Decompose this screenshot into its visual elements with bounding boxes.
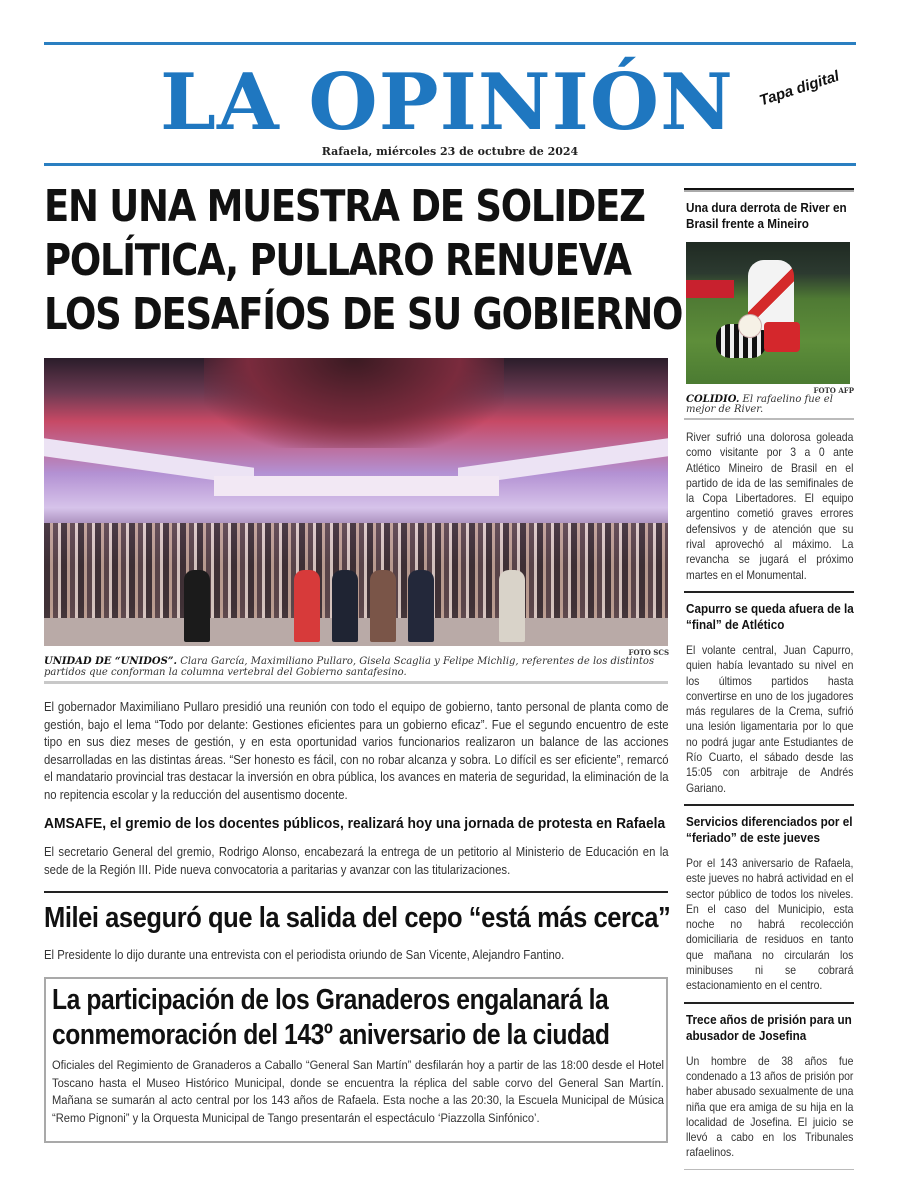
photo-person	[370, 570, 396, 642]
milei-body: El Presidente lo dijo durante una entrevista con el periodista oriundo de San Vicente, Alejandro Fantino.	[44, 948, 565, 962]
sidebar-rule	[684, 188, 854, 192]
lead-headline-line: POLÍTICA, PULLARO RENUEVA	[44, 235, 631, 286]
photo-ball	[738, 314, 762, 338]
newspaper-logo[interactable]: LA OPINIÓN	[160, 57, 734, 148]
lead-headline-line: EN UNA MUESTRA DE SOLIDEZ	[44, 181, 645, 232]
photo-ceiling	[204, 358, 504, 448]
amsafe-body: El secretario General del gremio, Rodrigo Alonso, encabezará la entrega de un petitorio al Ministerio de Educación en la sede de la Región III. Pide nueva convocatoria a paritarias y avanzar con las titularizaciones.	[44, 845, 669, 877]
sidebar-item-title[interactable]: Capurro se queda afuera de la “final” de Atlético	[686, 600, 854, 632]
masthead-bottom-rule	[44, 163, 856, 166]
granaderos-body: Oficiales del Regimiento de Granaderos a Caballo “General San Martín” desfilarán hoy a partir de las 18:00 desde el Hotel Toscano hasta el Museo Histórico Municipal, donde se encuentra la réplica del sable corvo del General San Martín. Mañana se sumarán al acto central por los 143 años de Rafaela. Esta noche a las 20:30, la Escuela Municipal de Música “Remo Pignoni” y la Orquesta Municipal de Tango presentarán el espectáculo ‘Piazzolla Sinfónico’.	[52, 1058, 664, 1125]
granaderos-box	[44, 977, 668, 1143]
sidebar	[684, 188, 854, 1170]
sidebar-item-capurro	[684, 591, 854, 796]
sidebar-item-title[interactable]: Servicios diferenciados por el “feriado” de este jueves	[686, 813, 853, 845]
photo-player-shorts	[764, 322, 800, 352]
sidebar-photo-caption	[684, 395, 854, 420]
lead-headline[interactable]	[44, 180, 683, 342]
sidebar-item-title[interactable]: Una dura derrota de River en Brasil frente a Mineiro	[686, 200, 847, 231]
main-column	[44, 180, 683, 1125]
caption-lead: UNIDAD DE “UNIDOS”.	[44, 656, 178, 667]
sidebar-item-josefina	[684, 1002, 854, 1170]
sidebar-rule	[684, 804, 854, 806]
amsafe-headline[interactable]: AMSAFE, el gremio de los docentes públicos, realizará hoy una jornada de protesta en Rafaela	[44, 815, 666, 832]
photo-person	[294, 570, 320, 642]
photo-person	[499, 570, 525, 642]
sidebar-photo-credit: FOTO AFP	[813, 386, 854, 395]
masthead	[0, 50, 900, 148]
photo-person	[332, 570, 358, 642]
caption-text: Clara García, Maximiliano Pullaro, Gisela Scaglia y Felipe Michlig, referentes de los distintos partidos que conforman la columna vertebral del Gobierno santafesino.	[44, 656, 655, 678]
granaderos-headline[interactable]: La participación de los Granaderos engalanará la conmemoración del 143º aniversario de la ciudad	[52, 984, 610, 1051]
caption-text: El rafaelino fue el mejor de River.	[686, 394, 833, 415]
section-divider	[44, 891, 668, 893]
sidebar-item-body: Por el 143 aniversario de Rafaela, este jueves no habrá actividad en el sector público de todos los niveles. En el caso del Municipio, esta noche no habrá recolección domiciliaria de residuos en tanto que mañana no circularán los minibuses ni se cobrará estacionamiento en el centro.	[686, 856, 854, 993]
lead-photo-credit: FOTO SCS	[628, 648, 669, 657]
sidebar-item-body: El volante central, Juan Capurro, quien había levantado su nivel en los últimos partidos hasta convertirse en uno de los jugadores más regulares de la Crema, sufrió una lesión ligamentaria por lo que no podrá jugar ante Estudiantes de Río Cuarto, el sábado desde las 15:05 con arbitraje de Andrés Gariano.	[686, 643, 854, 795]
sidebar-item-river	[684, 188, 854, 583]
photo-person	[408, 570, 434, 642]
caption-lead: COLIDIO.	[686, 394, 740, 405]
sidebar-rule	[684, 1002, 854, 1004]
lead-photo-caption	[44, 656, 668, 684]
lead-photo[interactable]	[44, 358, 668, 646]
sidebar-rule	[684, 591, 854, 593]
photo-person	[184, 570, 210, 642]
sidebar-item-body: River sufrió una dolorosa goleada como visitante por 3 a 0 ante Atlético Mineiro de Brasil en el partido de ida de las semifinales de la Copa Libertadores. El equipo argentino cometió graves errores defensivos y de atención que su rival aprovechó al máximo. La revancha se jugará el próximo martes en el Monumental.	[686, 431, 854, 582]
photo-ad-board	[686, 280, 734, 298]
dateline: Rafaela, miércoles 23 de octubre de 2024	[321, 145, 579, 158]
lead-headline-line: LOS DESAFÍOS DE SU GOBIERNO	[44, 289, 683, 340]
sidebar-rule	[684, 1169, 854, 1170]
lead-body: El gobernador Maximiliano Pullaro presidió una reunión con todo el equipo de gobierno, tanto personal de planta como de gestión, bajo el lema “Todo por delante: Gestiones eficientes para un gobierno eficaz”. Fue el segundo encuentro de este tipo en sus diez meses de gestión, y en esta oportunidad varios funcionarios realizaron un balance de las acciones desarrolladas en las distintas áreas. “Ser honesto es fácil, con no robar alcanza y sobra. Lo difícil es ser eficiente”, remarcó el mandatario provincial tras destacar la inversión en obra pública, los avances en materia de seguridad, la eliminación de la no repitencia escolar y la reducción del ausentismo docente.	[44, 700, 669, 802]
sidebar-item-body: Un hombre de 38 años fue condenado a 13 años de prisión por haber abusado sexualmente de una niña que era amiga de su hija en la localidad de Josefina. El juicio se llevó a cabo en los Tribunales rafaelinos.	[686, 1054, 854, 1160]
sidebar-item-title[interactable]: Trece años de prisión para un abusador de Josefina	[686, 1011, 852, 1043]
photo-balcony-center	[214, 476, 499, 496]
masthead-top-rule	[44, 42, 856, 45]
sidebar-photo-football[interactable]	[686, 242, 850, 384]
milei-headline[interactable]: Milei aseguró que la salida del cepo “está más cerca”	[44, 902, 671, 934]
sidebar-item-feriado	[684, 804, 854, 994]
edition-tag: Tapa digital	[757, 67, 842, 110]
